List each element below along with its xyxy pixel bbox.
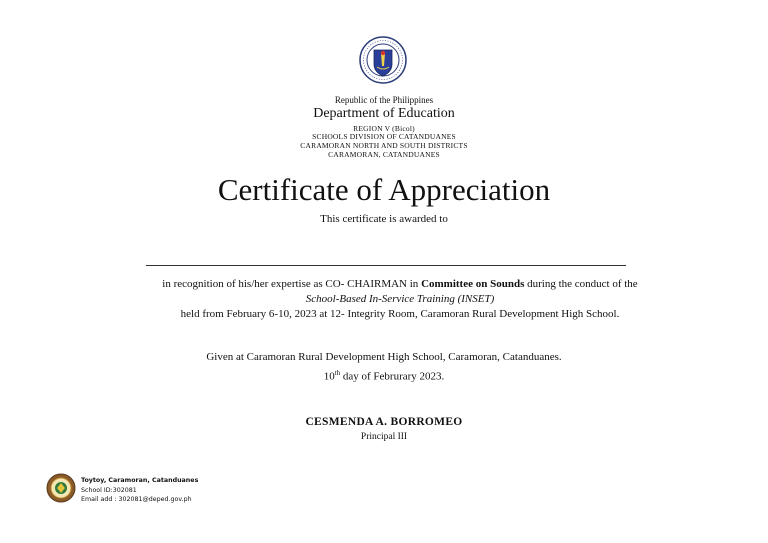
committee-name: Committee on Sounds (421, 278, 525, 290)
certificate-title: Certificate of Appreciation (217, 172, 551, 207)
town-label: CARAMORAN, CATANDUANES (328, 150, 440, 159)
held-text: held from February 6-10, 2023 at 12- Integrity Room, Caramoran Rural Development High School. (180, 308, 620, 320)
recognition-paragraph (150, 277, 650, 322)
given-block (0, 349, 768, 385)
division-label: SCHOOLS DIVISION OF CATANDUANES (312, 132, 456, 141)
recognition-prefix: in recognition of his/her expertise as CO- CHAIRMAN in (162, 278, 422, 290)
deped-seal-icon (359, 36, 407, 84)
school-id: School ID:302081 (81, 486, 137, 494)
school-logo-icon (46, 473, 76, 503)
districts-label: CARAMORAN NORTH AND SOUTH DISTRICTS (300, 141, 468, 150)
date-text (0, 365, 768, 385)
republic-label: Republic of the Philippines (334, 95, 434, 105)
signatory-position: Principal III (360, 432, 408, 442)
signatory-name: CESMENDA A. BORROMEO (305, 416, 463, 428)
recipient-name-line (146, 265, 626, 266)
school-address: Toytoy, Caramoran, Catanduanes (81, 477, 199, 484)
given-at-text: Given at Caramoran Rural Development High School, Caramoran, Catanduanes. (206, 351, 562, 363)
region-label: REGION V (Bicol) (353, 124, 415, 133)
department-name: Department of Education (313, 106, 455, 121)
day-suffix: th (334, 369, 341, 377)
day-rest: day of Februrary 2023. (340, 370, 445, 383)
awarded-to-text: This certificate is awarded to (320, 213, 448, 225)
day-number: 10 (323, 370, 335, 383)
training-name: School-Based In-Service Training (INSET) (305, 293, 495, 305)
school-email: Email add : 302081@deped.gov.ph (81, 496, 192, 503)
recognition-suffix: during the conduct of the (524, 278, 638, 290)
footer-contact (81, 476, 198, 505)
